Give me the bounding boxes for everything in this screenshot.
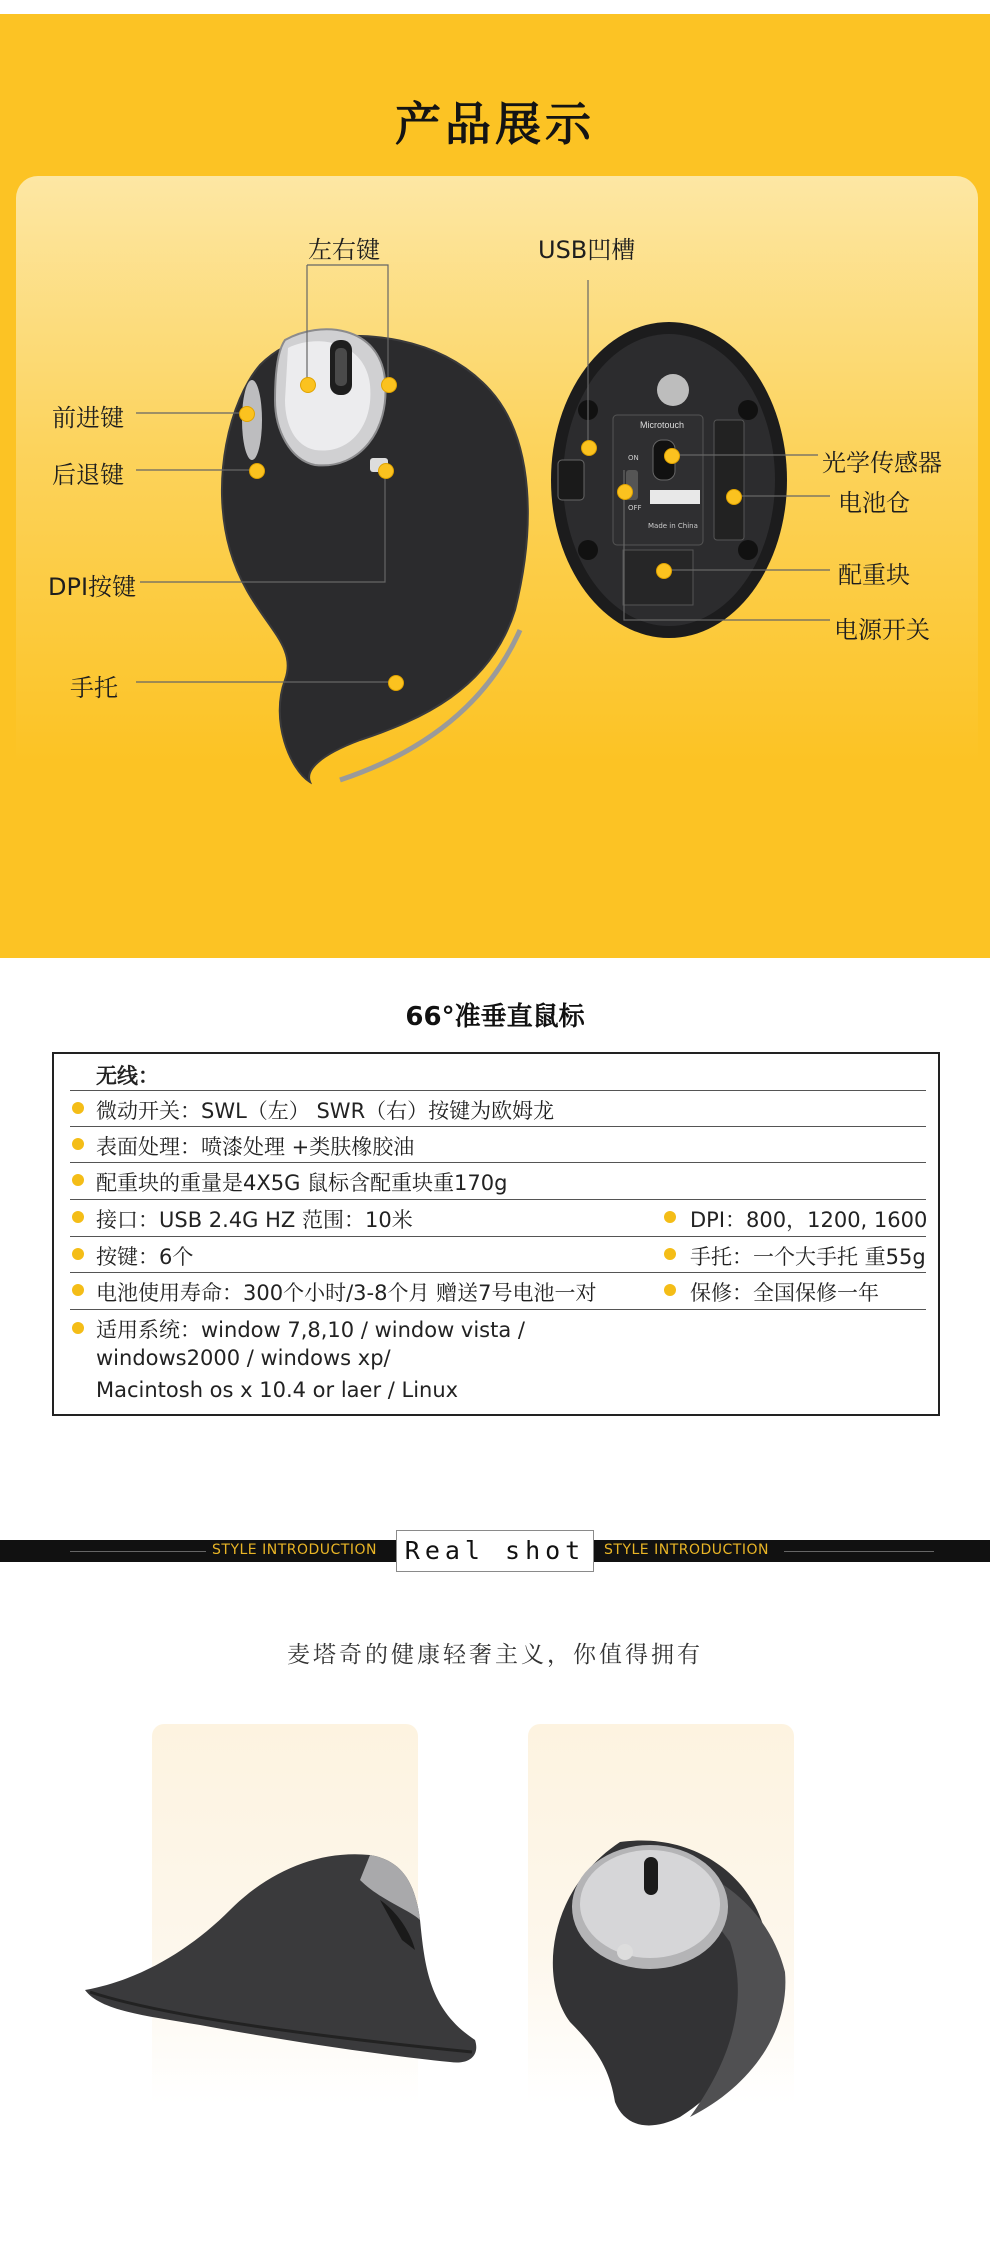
bullet: [664, 1211, 676, 1223]
spec-row-weight: [70, 1162, 926, 1200]
bullet: [72, 1138, 84, 1150]
banner-left-text: STYLE INTRODUCTION: [212, 1542, 377, 1558]
bullet: [72, 1174, 84, 1186]
bullet: [664, 1248, 676, 1260]
dpi-key-dot: [378, 463, 394, 479]
weight-block-dot: [656, 563, 672, 579]
label-back-key: 后退键: [52, 461, 124, 489]
banner-line-left: [70, 1551, 206, 1552]
real-shot-title: Real shot: [396, 1530, 594, 1572]
spec-buttons: 按键：6个: [96, 1245, 194, 1269]
bullet: [72, 1248, 84, 1260]
spec-systems-3: Macintosh os x 10.4 or laer / Linux: [96, 1378, 459, 1402]
bullet: [72, 1102, 84, 1114]
spec-weight: 配重块的重量是4X5G 鼠标含配重块重170g: [96, 1171, 508, 1195]
off-text: OFF: [628, 504, 642, 512]
spec-row-interface: [70, 1199, 926, 1237]
usb-slot-dot: [581, 440, 597, 456]
made-in-text: Made in China: [648, 522, 698, 530]
spec-table: [52, 1052, 940, 1416]
battery-dot: [726, 489, 742, 505]
spec-row-switch: [70, 1090, 926, 1127]
label-optical-sensor: 光学传感器: [822, 449, 942, 477]
spec-row-buttons: [70, 1236, 926, 1273]
left-key-dot: [300, 377, 316, 393]
banner-right-text: STYLE INTRODUCTION: [604, 1542, 769, 1558]
bullet: [664, 1284, 676, 1296]
spec-systems-1: 适用系统：window 7,8,10 / window vista /: [96, 1318, 525, 1342]
label-battery: 电池仓: [838, 489, 910, 517]
mouse-photo-top: [540, 1832, 790, 2132]
label-left-right-keys: 左右键: [308, 236, 380, 264]
bullet: [72, 1284, 84, 1296]
label-usb-slot: USB凹槽: [538, 236, 636, 264]
spec-battery-life: 电池使用寿命：300个小时/3-8个月 赠送7号电池一对: [96, 1281, 597, 1305]
banner-line-right: [784, 1551, 934, 1552]
spec-wireless: 无线：: [96, 1064, 159, 1088]
bottom-brand-text: Microtouch: [640, 420, 685, 430]
forward-key-dot: [239, 406, 255, 422]
back-key-dot: [249, 463, 265, 479]
label-palm-rest: 手托: [70, 674, 118, 702]
callout-lines: [0, 0, 990, 958]
label-weight-block: 配重块: [838, 561, 910, 589]
spec-palm: 手托：一个大手托 重55g: [690, 1245, 926, 1269]
mouse-photo-side: [80, 1840, 480, 2100]
spec-systems-2: windows2000 / windows xp/: [96, 1346, 391, 1370]
slogan: 麦塔奇的健康轻奢主义，你值得拥有: [287, 1642, 703, 1668]
on-text: ON: [628, 454, 639, 462]
section-title: 产品展示: [395, 97, 595, 151]
spec-title: 66°准垂直鼠标: [405, 1002, 585, 1032]
power-switch-dot: [617, 484, 633, 500]
label-forward-key: 前进键: [52, 404, 124, 432]
spec-row-battery: [70, 1272, 926, 1310]
label-power-switch: 电源开关: [834, 616, 930, 644]
sensor-dot: [664, 448, 680, 464]
bullet: [72, 1211, 84, 1223]
spec-warranty: 保修：全国保修一年: [690, 1281, 879, 1305]
spec-interface: 接口：USB 2.4G HZ 范围：10米: [96, 1208, 413, 1232]
label-dpi-key: DPI按键: [48, 573, 137, 601]
spec-row-surface: [70, 1126, 926, 1163]
spec-micro-switch: 微动开关：SWL（左） SWR（右）按键为欧姆龙: [96, 1099, 555, 1123]
palm-rest-dot: [388, 675, 404, 691]
right-key-dot: [381, 377, 397, 393]
spec-row-wireless: [70, 1054, 926, 1091]
spec-dpi: DPI：800，1200, 1600: [690, 1208, 928, 1232]
bullet: [72, 1322, 84, 1334]
spec-surface: 表面处理：喷漆处理 +类肤橡胶油: [96, 1135, 415, 1159]
